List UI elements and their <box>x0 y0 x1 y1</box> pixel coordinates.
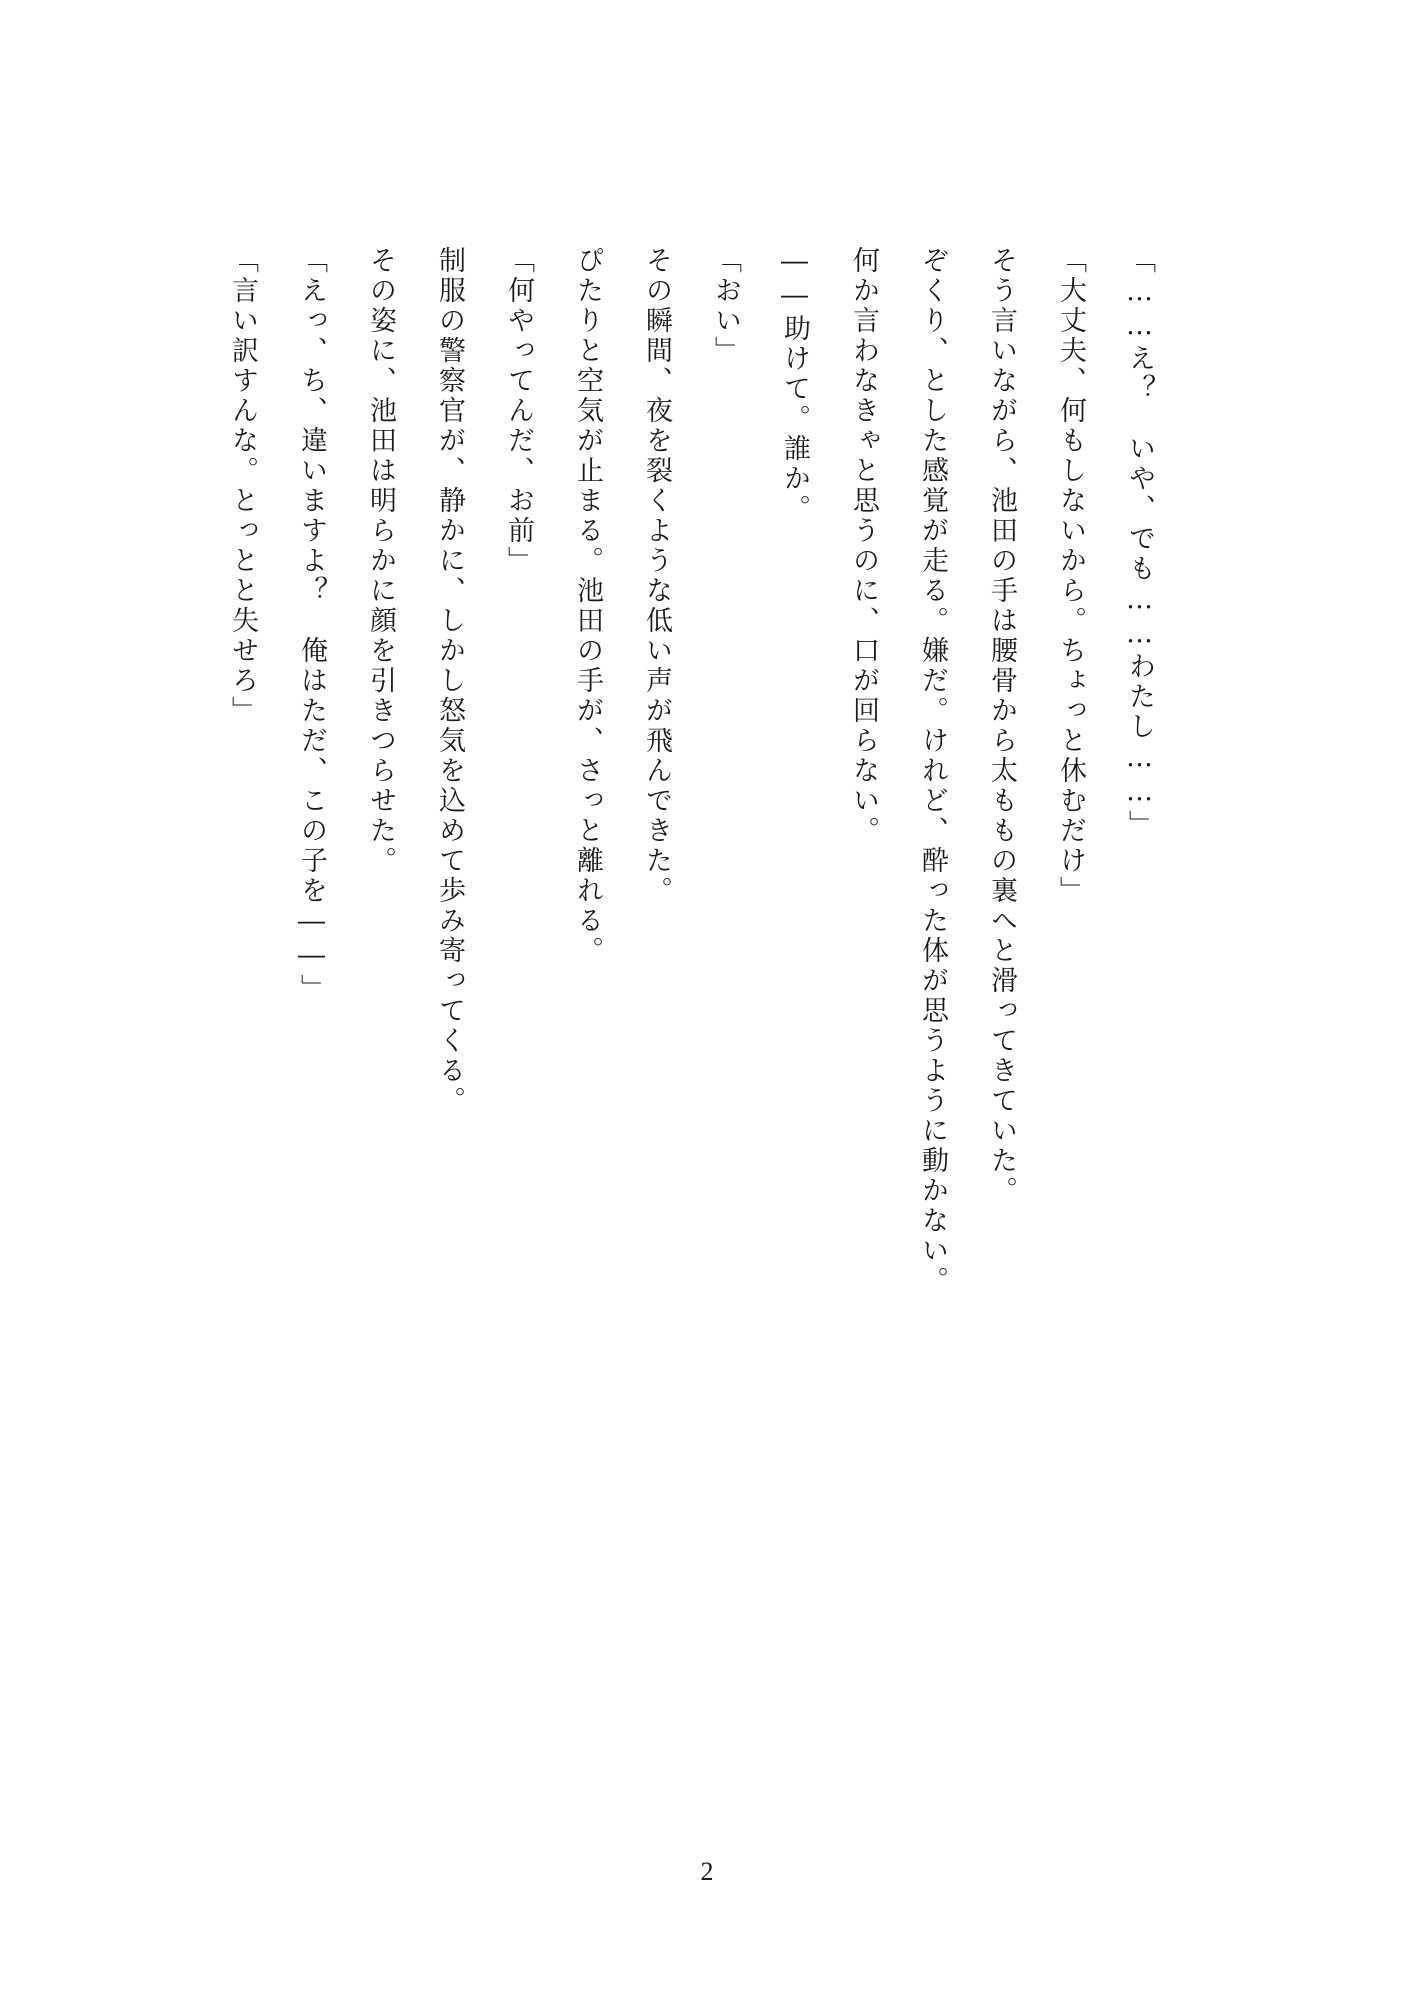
text-line: そう言いながら、池田の手は腰骨から太ももの裏へと滑ってきていた。 <box>986 246 1017 1206</box>
text-line: その姿に、池田は明らかに顔を引きつらせた。 <box>365 246 396 876</box>
text-line: 何か言わなきゃと思うのに、口が回らない。 <box>848 246 879 846</box>
text-line: 「大丈夫、何もしないから。ちょっと休むだけ」 <box>1055 246 1086 906</box>
page-number: 2 <box>700 1857 714 1886</box>
text-line: 「何やってんだ、お前」 <box>503 246 534 576</box>
text-line: 制服の警察官が、静かに、しかし怒気を込めて歩み寄ってくる。 <box>434 246 465 1116</box>
body-text <box>208 246 1174 1446</box>
text-line: 「おい」 <box>710 246 741 366</box>
text-line: ぴたりと空気が止まる。池田の手が、さっと離れる。 <box>572 246 603 966</box>
text-line: ――助けて。誰か。 <box>779 246 810 524</box>
text-line: その瞬間、夜を裂くような低い声が飛んできた。 <box>641 246 672 906</box>
text-line: 「……え？ いや、でも……わたし……」 <box>1124 246 1155 840</box>
text-line: ぞくり、とした感覚が走る。嫌だ。けれど、酔った体が思うように動かない。 <box>917 246 948 1296</box>
text-line: 「言い訳すんな。とっとと失せろ」 <box>227 246 258 726</box>
text-line: 「えっ、ち、違いますよ？ 俺はただ、この子を――」 <box>296 246 327 1004</box>
